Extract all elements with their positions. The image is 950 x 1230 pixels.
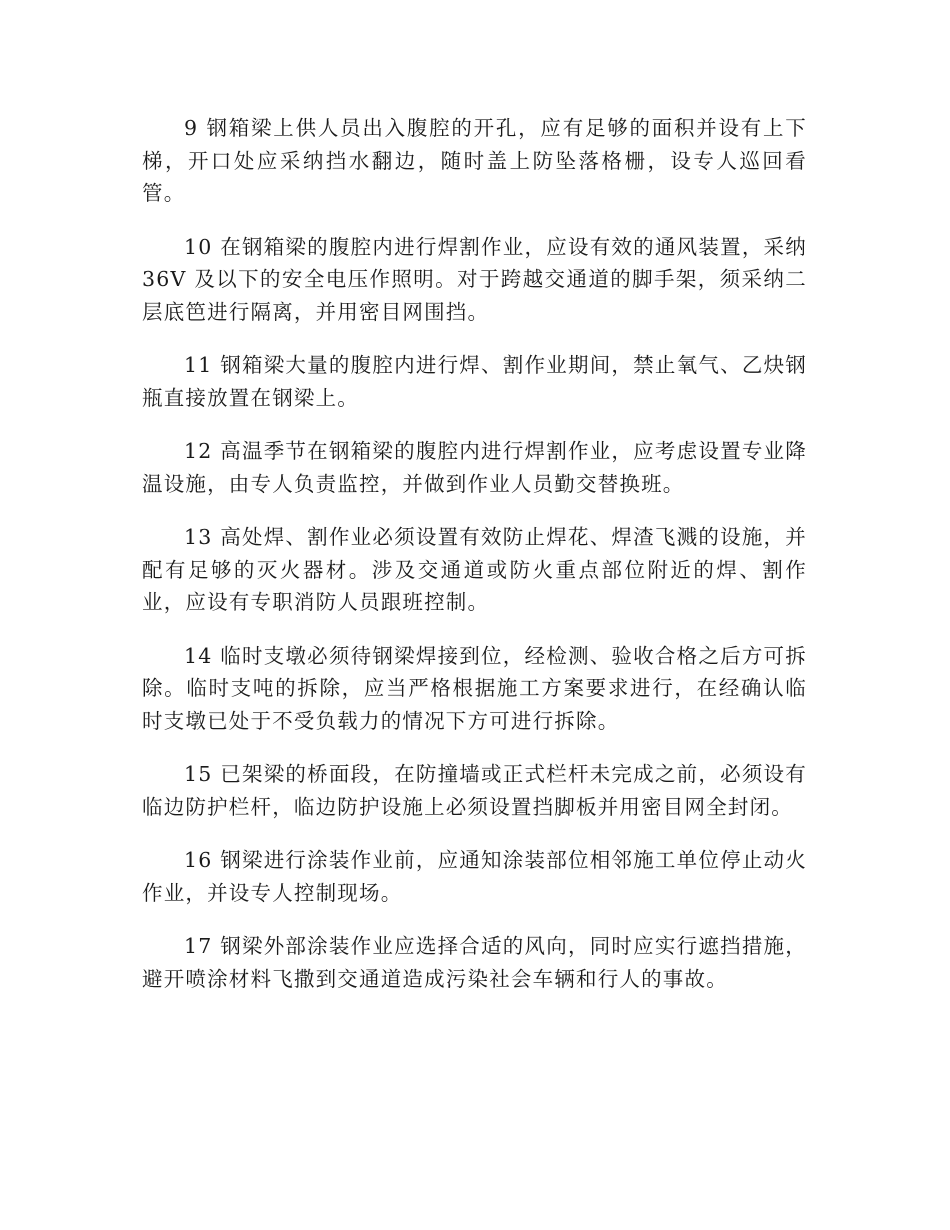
paragraph-12: 12 高温季节在钢箱梁的腹腔内进行焊割作业，应考虑设置专业降温设施，由专人负责监控，并做到作业人员勤交替换班。 — [142, 439, 807, 496]
paragraph-13: 13 高处焊、割作业必须设置有效防止焊花、焊渣飞溅的设施，并配有足够的灭火器材。涉及交通道或防火重点部位附近的焊、割作业，应设有专职消防人员跟班控制。 — [142, 525, 807, 614]
paragraph-11: 11 钢箱梁大量的腹腔内进行焊、割作业期间，禁止氧气、乙炔钢瓶直接放置在钢梁上。 — [142, 353, 807, 410]
paragraph-9: 9 钢箱梁上供人员出入腹腔的开孔，应有足够的面积并设有上下梯，开口处应采纳挡水翻边，随时盖上防坠落格栅，设专人巡回看管。 — [142, 116, 807, 205]
paragraph-10: 10 在钢箱梁的腹腔内进行焊割作业，应设有效的通风装置，采纳36V 及以下的安全电压作照明。对于跨越交通道的脚手架，须采纳二层底笆进行隔离，并用密目网围挡。 — [142, 234, 807, 324]
paragraph-15: 15 已架梁的桥面段，在防撞墙或正式栏杆未完成之前，必须设有临边防护栏杆，临边防护设施上必须设置挡脚板并用密目网全封闭。 — [142, 762, 807, 819]
paragraph-16: 16 钢梁进行涂装作业前，应通知涂装部位相邻施工单位停止动火作业，并设专人控制现场。 — [142, 848, 807, 905]
paragraph-14: 14 临时支墩必须待钢梁焊接到位，经检测、验收合格之后方可拆除。临时支吨的拆除，应当严格根据施工方案要求进行，在经确认临时支墩已处于不受负载力的情况下方可进行拆除。 — [142, 643, 807, 733]
document-body — [142, 112, 807, 1016]
paragraph-17: 17 钢梁外部涂装作业应选择合适的风向，同时应实行遮挡措施，避开喷涂材料飞撒到交通道造成污染社会车辆和行人的事故。 — [142, 934, 807, 991]
